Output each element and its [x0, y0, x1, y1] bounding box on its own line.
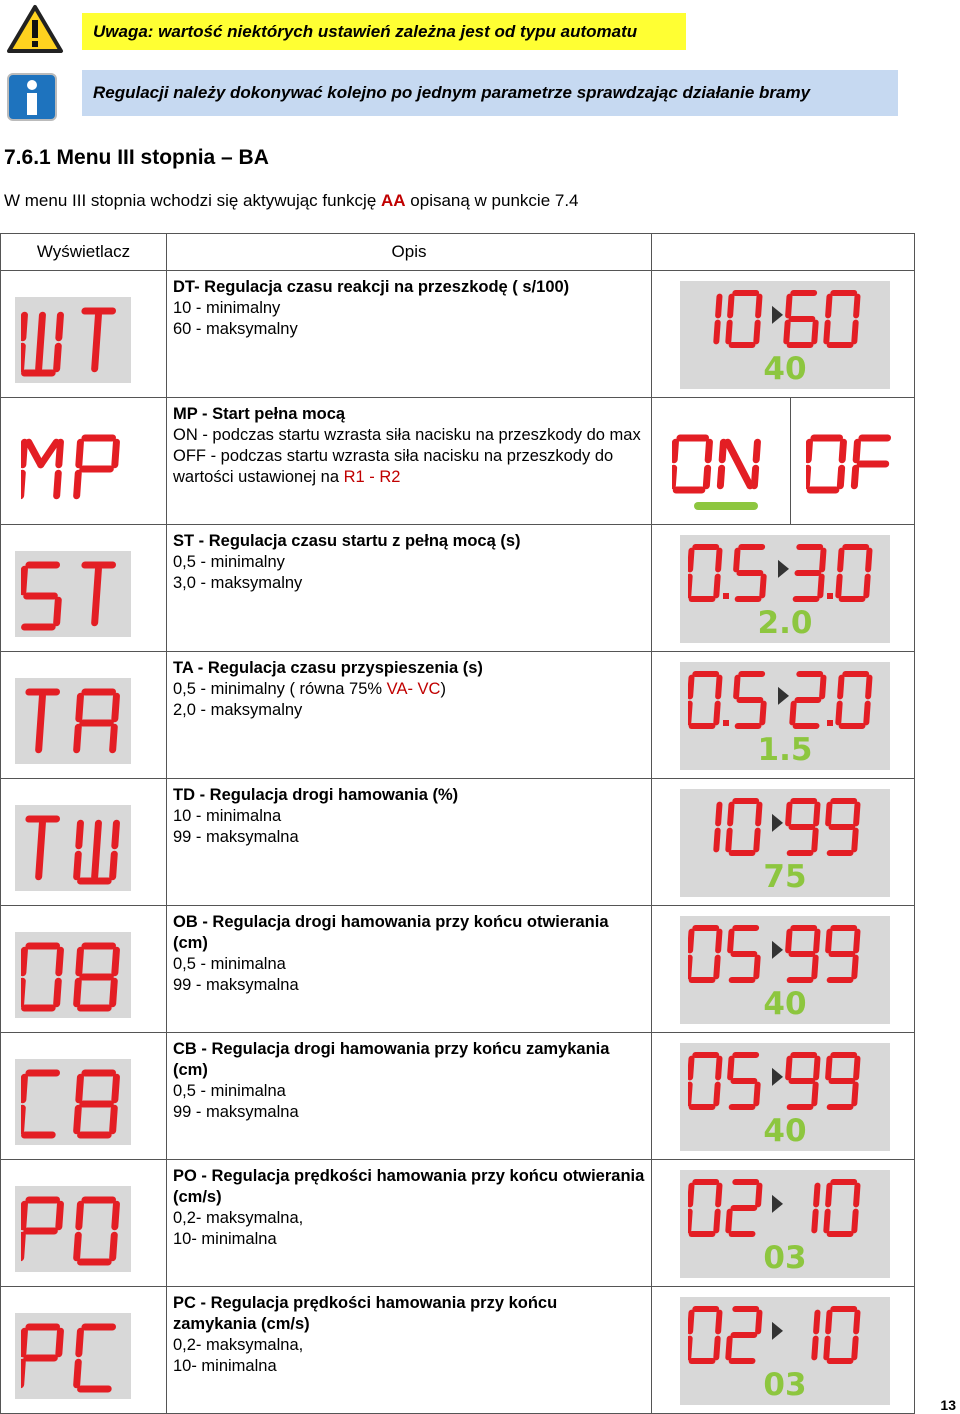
value-range-cell [652, 398, 915, 525]
value-range-cell [652, 1033, 915, 1160]
description-line: 10 - minimalna [173, 807, 282, 825]
table-row [1, 652, 915, 779]
default-value: 03 [763, 1367, 807, 1403]
description-title: PO - Regulacja prędkości hamowania przy końcu otwierania (cm/s) [173, 1167, 645, 1206]
code-display-cell [1, 652, 167, 779]
value-range-cell [652, 652, 915, 779]
description-line: 0,2- maksymalna, [173, 1209, 304, 1227]
description-title: OB - Regulacja drogi hamowania przy końcu otwierania (cm) [173, 913, 609, 952]
description [167, 271, 651, 340]
description-line: 99 - maksymalna [173, 1103, 299, 1121]
col-desc-header: Opis [167, 234, 652, 271]
segment-range [688, 1178, 874, 1238]
description-line: 10- minimalna [173, 1357, 277, 1375]
description-line: 99 - maksymalna [173, 828, 299, 846]
segment-code [21, 561, 141, 631]
description-title: TD - Regulacja drogi hamowania (%) [173, 786, 459, 804]
description-line: 60 - maksymalny [173, 320, 298, 338]
description-title: ST - Regulacja czasu startu z pełną mocą (s) [173, 532, 521, 550]
value-range-cell [652, 525, 915, 652]
segment-code [21, 942, 141, 1012]
code-display [15, 551, 131, 637]
code-display [15, 1059, 131, 1145]
code-display-cell [1, 1160, 167, 1287]
intro-code: AA [381, 191, 406, 210]
default-value: 40 [763, 986, 807, 1022]
description-cell [167, 271, 652, 398]
segment-code [21, 1196, 141, 1266]
default-value: 1.5 [757, 732, 813, 768]
description-line: 0,5 - minimalny ( równa 75% VA- VC) [173, 680, 446, 698]
code-display [15, 678, 131, 764]
code-display-cell [1, 779, 167, 906]
intro-after: opisaną w punkcie 7.4 [405, 191, 579, 210]
value-display [680, 1170, 890, 1278]
description [167, 398, 651, 488]
settings-table [0, 233, 915, 1414]
warning-banner [82, 13, 686, 50]
code-display-cell [1, 1033, 167, 1160]
segment-range [688, 1305, 874, 1365]
divider [790, 398, 791, 524]
description [167, 906, 651, 996]
description-line: OFF - podczas startu wzrasta siła nacisku na przeszkody do wartości ustawionej na R1 - R2 [173, 447, 614, 486]
segment-code [21, 1069, 141, 1139]
value-display [680, 662, 890, 770]
description-cell [167, 525, 652, 652]
description-title: MP - Start pełna mocą [173, 405, 346, 423]
value-range-cell [652, 779, 915, 906]
segment-code [21, 815, 141, 885]
code-display [15, 932, 131, 1018]
description-cell [167, 779, 652, 906]
segment-range [688, 289, 874, 349]
description-title: TA - Regulacja czasu przyspieszenia (s) [173, 659, 483, 677]
code-display-cell [1, 906, 167, 1033]
description-line: 10- minimalna [173, 1230, 277, 1248]
warning-triangle-icon [6, 4, 64, 54]
description-line: 0,5 - minimalny [173, 553, 285, 571]
table-row [1, 271, 915, 398]
default-value: 40 [763, 1113, 807, 1149]
default-value: 40 [763, 351, 807, 387]
warning-text: Uwaga: wartość niektórych ustawień zależna jest od typu automatu [93, 21, 638, 41]
code-display-cell [1, 525, 167, 652]
page-number: 13 [940, 1397, 956, 1413]
code-display-cell [1, 271, 167, 398]
segment-code [21, 434, 141, 504]
table-row [1, 398, 915, 525]
description-cell [167, 906, 652, 1033]
info-banner [82, 70, 898, 116]
default-value: 75 [763, 859, 807, 895]
info-text: Regulacji należy dokonywać kolejno po jednym parametrze sprawdzając działanie bramy [93, 83, 811, 102]
default-value: 2.0 [757, 605, 813, 641]
segment-range [688, 924, 874, 984]
intro-text [4, 191, 579, 211]
value-display [680, 916, 890, 1024]
description-line: 0,5 - minimalna [173, 955, 286, 973]
description-title: CB - Regulacja drogi hamowania przy końcu zamykania (cm) [173, 1040, 610, 1079]
default-value: 03 [763, 1240, 807, 1276]
value-range-cell [652, 271, 915, 398]
description [167, 652, 651, 721]
section-title: 7.6.1 Menu III stopnia – BA [4, 146, 269, 169]
segment-range [688, 1051, 874, 1111]
code-display [15, 1186, 131, 1272]
description-cell [167, 398, 652, 525]
description [167, 1033, 651, 1123]
segment-range [688, 797, 874, 857]
table-row [1, 779, 915, 906]
value-display [680, 1043, 890, 1151]
description-cell [167, 1033, 652, 1160]
description-line: 10 - minimalny [173, 299, 281, 317]
red-code: VA- VC [386, 680, 441, 698]
table-row [1, 906, 915, 1033]
col-display-header: Wyświetlacz [1, 234, 167, 271]
value-display [680, 281, 890, 389]
description-title: DT- Regulacja czasu reakcji na przeszkodę ( s/100) [173, 278, 570, 296]
code-display [15, 1313, 131, 1399]
table-row [1, 1160, 915, 1287]
code-display [15, 424, 131, 510]
description [167, 1287, 651, 1377]
table-header [1, 234, 915, 271]
description-line: 2,0 - maksymalny [173, 701, 303, 719]
table-row [1, 1033, 915, 1160]
info-icon [6, 72, 58, 122]
value-range-cell [652, 1160, 915, 1287]
segment-on [672, 434, 776, 494]
table-row [1, 525, 915, 652]
description [167, 525, 651, 594]
code-display-cell [1, 398, 167, 525]
description-line: 99 - maksymalna [173, 976, 299, 994]
segment-code [21, 688, 141, 758]
red-code: R1 - R2 [343, 468, 401, 486]
table-row [1, 1287, 915, 1414]
segment-range [688, 670, 886, 730]
description-line: ON - podczas startu wzrasta siła nacisku na przeszkody do max [173, 426, 641, 444]
description [167, 779, 651, 848]
description-title: PC - Regulacja prędkości hamowania przy końcu zamykania (cm/s) [173, 1294, 558, 1333]
intro-before: W menu III stopnia wchodzi się aktywując funkcję [4, 191, 381, 210]
value-display [680, 535, 890, 643]
description-cell [167, 652, 652, 779]
value-range-cell [652, 906, 915, 1033]
selected-indicator [694, 502, 758, 510]
col-values-header [652, 234, 915, 271]
code-display [15, 805, 131, 891]
segment-code [21, 307, 141, 377]
description [167, 1160, 651, 1250]
value-display [680, 789, 890, 897]
description-cell [167, 1160, 652, 1287]
code-display [15, 297, 131, 383]
segment-off [806, 434, 910, 494]
description-cell [167, 1287, 652, 1414]
segment-code [21, 1323, 141, 1393]
description-line: 3,0 - maksymalny [173, 574, 303, 592]
value-display [680, 1297, 890, 1405]
segment-range [688, 543, 886, 603]
description-line: 0,2- maksymalna, [173, 1336, 304, 1354]
value-range-cell [652, 1287, 915, 1414]
code-display-cell [1, 1287, 167, 1414]
description-line: 0,5 - minimalna [173, 1082, 286, 1100]
